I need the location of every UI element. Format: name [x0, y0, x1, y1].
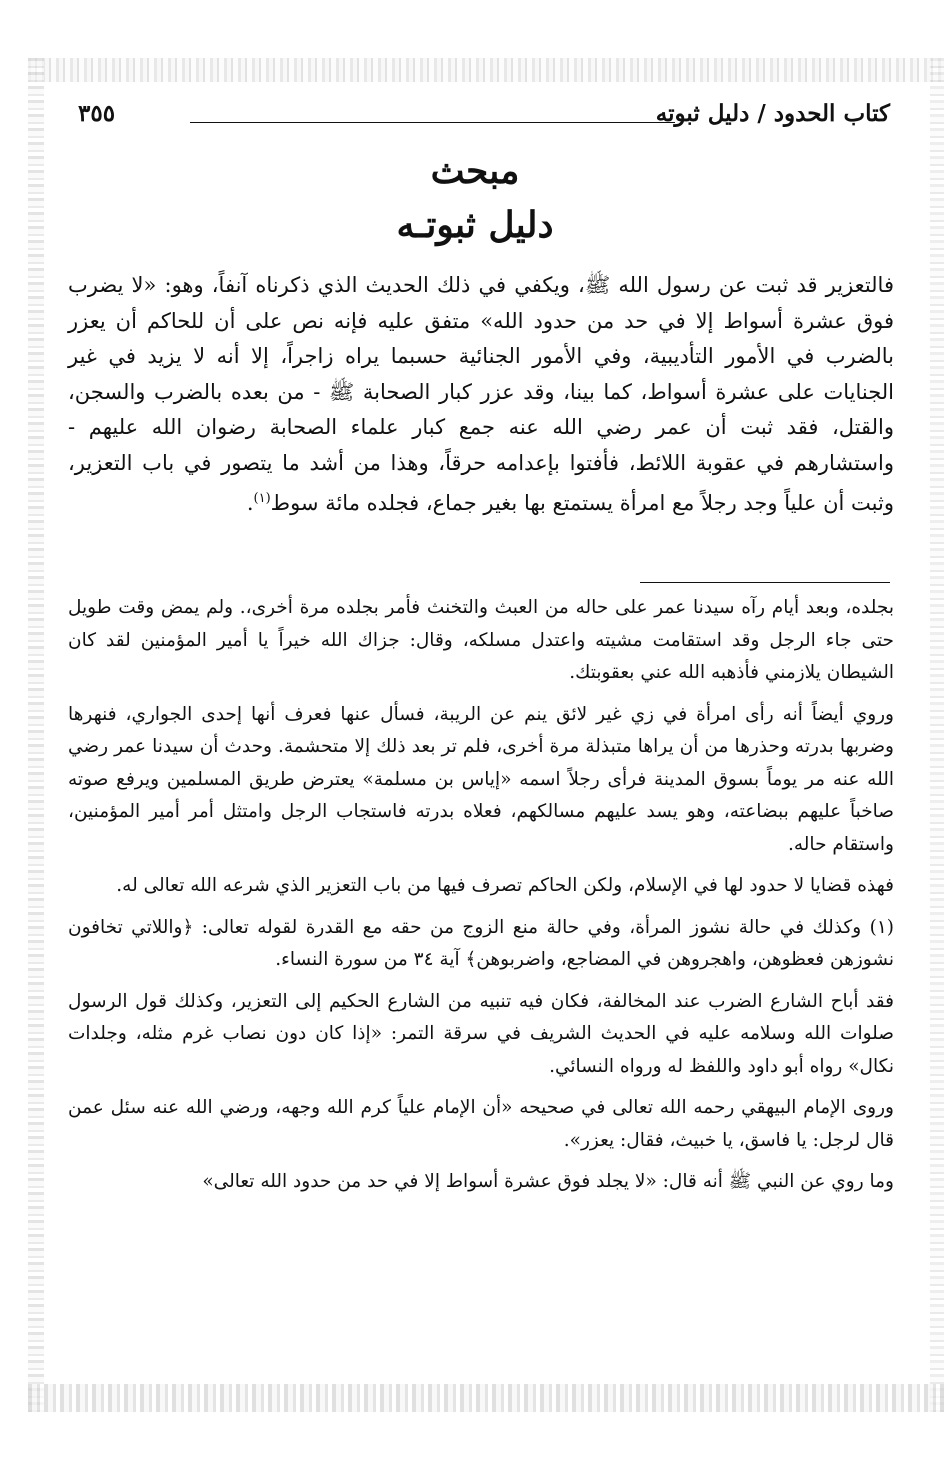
- footnote-separator: [640, 582, 890, 583]
- running-title: كتاب الحدود / دليل ثبوته: [655, 100, 890, 127]
- decorative-border-bottom: [28, 1384, 944, 1412]
- decorative-border-top: [28, 58, 944, 82]
- footnote-paragraph: فقد أباح الشارع الضرب عند المخالفة، فكان فيه تنبيه من الشارع الحكيم إلى التعزير، وكذلك قول الرسول صلوات الله وسلامه عليه في الحديث الشريف في سرقة التمر: «إذا كان دون نصاب غرم مثله، وجلدات نكال» رواه أبو داود واللفظ له ورواه النسائي.: [68, 990, 894, 1077]
- footnote-paragraph: وروى الإمام البيهقي رحمه الله تعالى في صحيحه «أن الإمام علياً كرم الله وجهه، ورضي الله عنه سئل عمن قال لرجل: يا فاسق، يا خبيث، فقال: يعزر».: [68, 1097, 894, 1151]
- footnote-paragraph: (١) وكذلك في حالة نشوز المرأة، وفي حالة منع الزوج من حقه مع القدرة لقوله تعالى: ﴿واللاتي تخافون نشوزهن فعظوهن، واهجروهن في المضاجع، واضربوهن﴾ آية ٣٤ من سورة النساء.: [68, 916, 894, 970]
- decorative-border-right: [930, 58, 944, 1412]
- decorative-border-left: [28, 58, 44, 1412]
- header-rule: [190, 122, 675, 123]
- page-number: ٣٥٥: [78, 100, 116, 127]
- footnote-paragraph: وروي أيضاً أنه رأى امرأة في زي غير لائق ينم عن الريبة، فسأل عنها فعرف أنها إحدى الجواري، فنهرها وضربها بدرته وحذرها من أن يراها متبذلة مرة أخرى، فلم تر بعد ذلك إلا متحشمة. وحدث أن سيدنا عمر رضي الله عنه مر يوماً بسوق المدينة فرأى رجلاً اسمه «إياس بن مسلمة» يعترض طريق المسلمين ويرفع صوته صاخباً عليهم ببضاعته، وهو يسد عليهم مسالكهم، فعلاه بدرته فاستجاب الرجل وامتثل أمر أمير المؤمنين، واستقام حاله.: [68, 703, 894, 855]
- footnote-marker: (١): [253, 491, 271, 506]
- main-paragraph: [68, 268, 894, 522]
- footnote-paragraph: بجلده، وبعد أيام رآه سيدنا عمر على حاله من العبث والتخنث فأمر بجلده مرة أخرى،. ولم يمض وقت طويل حتى جاء الرجل وقد استقامت مشيته واعتدل مسلكه، وقال: جزاك الله خيراً يا أمير المؤمنين لقد كان الشيطان يلازمني فأذهبه الله عني بعقوبتك.: [68, 597, 894, 683]
- page-header: [70, 100, 890, 136]
- footnote-paragraph: فهذه قضايا لا حدود لها في الإسلام، ولكن الحاكم تصرف فيها من باب التعزير الذي شرعه الله تعالى له.: [116, 875, 894, 896]
- section-title: دليل ثبوتـه: [396, 204, 554, 246]
- main-paragraph-text: فالتعزير قد ثبت عن رسول الله ﷺ، ويكفي في ذلك الحديث الذي ذكرناه آنفاً، وهو: «لا يضرب فوق عشرة أسواط إلا في حد من حدود الله» متفق عليه فإنه نص على أن للحاكم أن يعزر بالضرب في الأمور التأديبية، وفي الأمور الجنائية حسبما يراه زاجراً، إلا أنه لا يزيد في غير الجنايات على عشرة أسواط، كما بينا، وقد عزر كبار الصحابة ﷺ - من بعده بالضرب والسجن، والقتل، فقد ثبت أن عمر رضي الله عنه جمع كبار علماء الصحابة رضوان الله عليهم - واستشارهم في عقوبة اللائط، فأفتوا بإعدامه حرقاً، وهذا من أشد ما يتصور في باب التعزير، وثبت أن علياً وجد رجلاً مع امرأة يستمتع بها بغير جماع، فجلده مائة سوط: [68, 273, 894, 515]
- footnote-paragraph: وما روي عن النبي ﷺ أنه قال: «لا يجلد فوق عشرة أسواط إلا في حد من حدود الله تعالى»: [202, 1171, 894, 1192]
- main-paragraph-end: .: [246, 491, 254, 515]
- section-label: مبحث: [430, 150, 520, 192]
- footnotes: [68, 592, 894, 1208]
